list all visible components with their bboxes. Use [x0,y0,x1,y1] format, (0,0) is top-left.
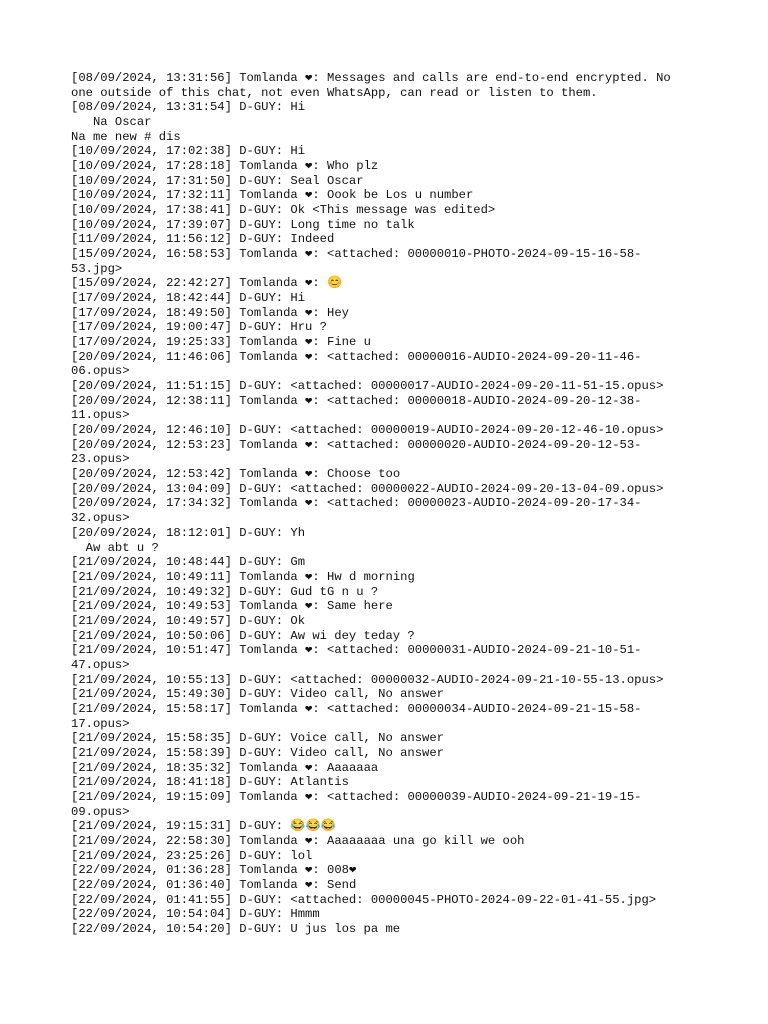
transcript-line: [20/09/2024, 12:53:42] Tomlanda ❤: Choose too [71,467,401,482]
transcript-line: [21/09/2024, 18:35:32] Tomlanda ❤: Aaaaaaa [71,760,379,775]
transcript-line: [21/09/2024, 10:49:53] Tomlanda ❤: Same here [71,599,393,614]
transcript-line: [20/09/2024, 12:46:10] D-GUY: <attached: 00000019-AUDIO-2024-09-20-12-46-10.opus> [71,423,664,438]
transcript-line: one outside of this chat, not even WhatsApp, can read or listen to them. [71,85,598,100]
transcript-line: [22/09/2024, 01:36:28] Tomlanda ❤: 008❤ [71,863,357,878]
transcript-line: [10/09/2024, 17:31:50] D-GUY: Seal Oscar [71,173,364,188]
transcript-line: [10/09/2024, 17:32:11] Tomlanda ❤: Oook be Los u number [71,188,474,203]
transcript-line: [20/09/2024, 17:34:32] Tomlanda ❤: <attached: 00000023-AUDIO-2024-09-20-17-34- [71,496,642,511]
transcript-line: [20/09/2024, 11:51:15] D-GUY: <attached: 00000017-AUDIO-2024-09-20-11-51-15.opus> [71,379,664,394]
transcript-line: Aw abt u ? [71,540,159,555]
transcript-line: 06.opus> [71,364,130,379]
transcript-line: [17/09/2024, 18:49:50] Tomlanda ❤: Hey [71,305,349,320]
transcript-line: 17.opus> [71,716,130,731]
transcript-line: [21/09/2024, 10:49:57] D-GUY: Ok [71,613,306,628]
transcript-line: [21/09/2024, 19:15:31] D-GUY: 😂😂😂 [71,819,336,834]
transcript-line: [20/09/2024, 12:53:23] Tomlanda ❤: <attached: 00000020-AUDIO-2024-09-20-12-53- [71,437,642,452]
transcript-line: [22/09/2024, 10:54:20] D-GUY: U jus los pa me [71,921,401,936]
transcript-line: [21/09/2024, 19:15:09] Tomlanda ❤: <attached: 00000039-AUDIO-2024-09-21-19-15- [71,789,642,804]
transcript-line: [10/09/2024, 17:02:38] D-GUY: Hi [71,144,306,159]
transcript-line: 53.jpg> [71,261,123,276]
transcript-line: [21/09/2024, 10:49:11] Tomlanda ❤: Hw d morning [71,569,415,584]
transcript-line: [15/09/2024, 22:42:27] Tomlanda ❤: 😊 [71,276,343,291]
transcript-line: [22/09/2024, 01:36:40] Tomlanda ❤: Send [71,877,357,892]
transcript-line: [10/09/2024, 17:38:41] D-GUY: Ok <This message was edited> [71,203,496,218]
transcript-line: 32.opus> [71,511,130,526]
transcript-line: [21/09/2024, 18:41:18] D-GUY: Atlantis [71,775,349,790]
transcript-line: [17/09/2024, 19:25:33] Tomlanda ❤: Fine u [71,335,371,350]
transcript-line: [17/09/2024, 19:00:47] D-GUY: Hru ? [71,320,327,335]
transcript-line: [21/09/2024, 23:25:26] D-GUY: lol [71,848,313,863]
transcript-line: [21/09/2024, 15:49:30] D-GUY: Video call, No answer [71,687,444,702]
transcript-line: 11.opus> [71,408,130,423]
transcript-line: 47.opus> [71,657,130,672]
transcript-line: [15/09/2024, 16:58:53] Tomlanda ❤: <attached: 00000010-PHOTO-2024-09-15-16-58- [71,247,642,262]
transcript-line: [21/09/2024, 10:50:06] D-GUY: Aw wi dey teday ? [71,628,415,643]
transcript-line: [10/09/2024, 17:28:18] Tomlanda ❤: Who plz [71,159,379,174]
transcript-line: [20/09/2024, 13:04:09] D-GUY: <attached: 00000022-AUDIO-2024-09-20-13-04-09.opus> [71,481,664,496]
transcript-line: [10/09/2024, 17:39:07] D-GUY: Long time no talk [71,217,415,232]
transcript-line: [17/09/2024, 18:42:44] D-GUY: Hi [71,291,306,306]
transcript-line: [20/09/2024, 11:46:06] Tomlanda ❤: <attached: 00000016-AUDIO-2024-09-20-11-46- [71,349,642,364]
transcript-line: [22/09/2024, 01:41:55] D-GUY: <attached: 00000045-PHOTO-2024-09-22-01-41-55.jpg> [71,892,657,907]
transcript-line: Na me new # dis [71,129,181,144]
transcript-line: 23.opus> [71,452,130,467]
transcript-line: [21/09/2024, 22:58:30] Tomlanda ❤: Aaaaaaaa una go kill we ooh [71,833,525,848]
transcript-line: [21/09/2024, 15:58:39] D-GUY: Video call, No answer [71,745,444,760]
transcript-line: [20/09/2024, 12:38:11] Tomlanda ❤: <attached: 00000018-AUDIO-2024-09-20-12-38- [71,393,642,408]
transcript-line: [21/09/2024, 10:51:47] Tomlanda ❤: <attached: 00000031-AUDIO-2024-09-21-10-51- [71,643,642,658]
transcript-line: [22/09/2024, 10:54:04] D-GUY: Hmmm [71,907,320,922]
transcript-line: [08/09/2024, 13:31:56] Tomlanda ❤: Messages and calls are end-to-end encrypted. No [71,71,671,85]
transcript-line: [08/09/2024, 13:31:54] D-GUY: Hi [71,100,306,115]
transcript-line: [21/09/2024, 10:48:44] D-GUY: Gm [71,555,306,570]
transcript-line: [21/09/2024, 10:49:32] D-GUY: Gud tG n u ? [71,584,379,599]
transcript-line: Na Oscar [71,115,152,130]
transcript-line: 09.opus> [71,804,130,819]
transcript-line: [21/09/2024, 15:58:35] D-GUY: Voice call, No answer [71,731,444,746]
transcript-line: [21/09/2024, 15:58:17] Tomlanda ❤: <attached: 00000034-AUDIO-2024-09-21-15-58- [71,701,642,716]
transcript-line: [21/09/2024, 10:55:13] D-GUY: <attached: 00000032-AUDIO-2024-09-21-10-55-13.opus> [71,672,664,687]
transcript-line: [11/09/2024, 11:56:12] D-GUY: Indeed [71,232,335,247]
chat-transcript [71,71,711,937]
transcript-line: [20/09/2024, 18:12:01] D-GUY: Yh [71,525,306,540]
